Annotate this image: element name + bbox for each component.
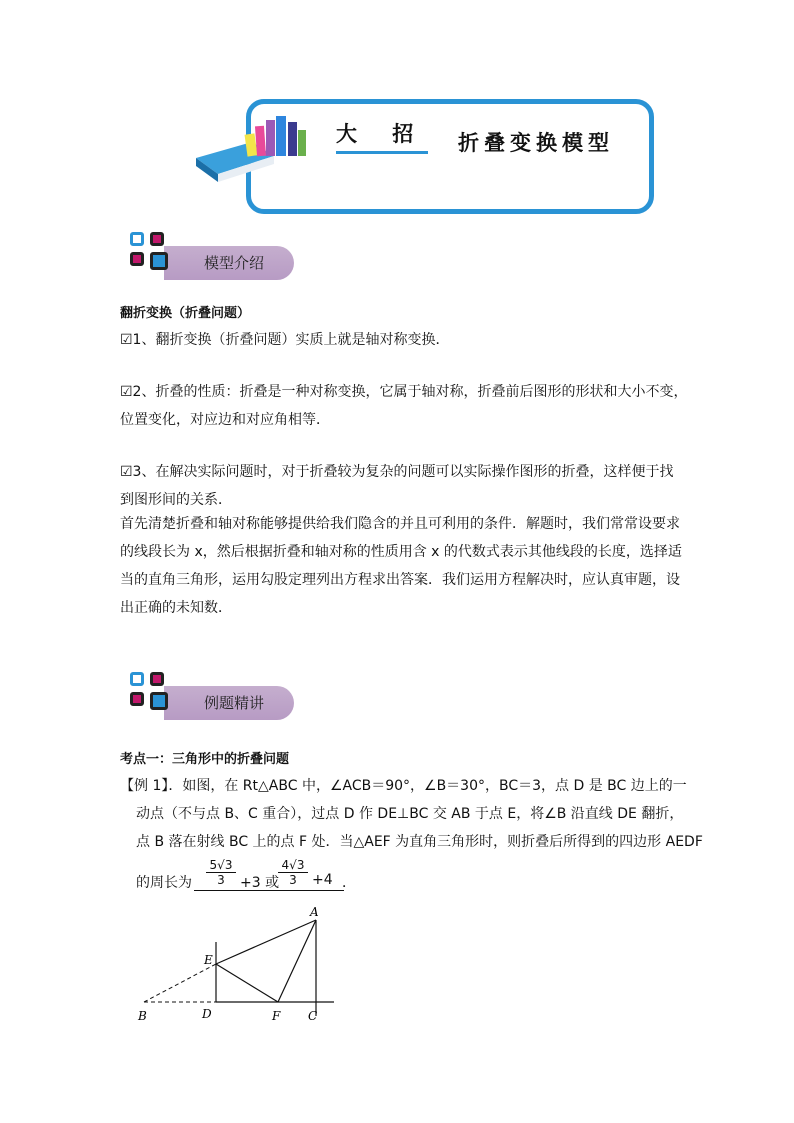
fraction-2-num: 4√3	[278, 858, 308, 873]
section-header-intro	[126, 228, 296, 284]
line-EA	[216, 920, 316, 964]
section-label: 例题精讲	[204, 694, 265, 712]
point-1: ☑1、翻折变换（折叠问题）实质上就是轴对称变换．	[120, 332, 450, 348]
answer-2-tail: +4	[312, 872, 333, 888]
blue-square-icon	[130, 672, 144, 686]
point-3: ☑3、在解决实际问题时，对于折叠较为复杂的问题可以实际操作图形的折叠，这样便于找	[120, 464, 674, 480]
dashed-BE	[144, 964, 216, 1002]
para-line: 首先清楚折叠和轴对称能够提供给我们隐含的并且可利用的条件．解题时，我们常常设要求	[120, 516, 680, 532]
answer-prefix: 的周长为	[136, 875, 192, 891]
magenta-square-icon	[130, 692, 144, 706]
line-EF	[216, 964, 278, 1002]
example-line: 动点（不与点 B、C 重合），过点 D 作 DE⊥BC 交 AB 于点 E，将∠B 沿直线 DE 翻折，	[136, 806, 684, 822]
blue-square-icon	[150, 252, 168, 270]
example-line: 【例 1】．如图，在 Rt△ABC 中，∠ACB＝90°，∠B＝30°，BC＝3，点 D 是 BC 边上的一	[120, 778, 687, 794]
example-line: 点 B 落在射线 BC 上的点 F 处．当△AEF 为直角三角形时，则折叠后所得到的四边形 AEDF	[136, 834, 703, 850]
answer-end: ．	[342, 875, 356, 891]
fraction-2-den: 3	[289, 873, 297, 887]
label-D: D	[202, 1007, 212, 1021]
section2-heading: 考点一：三角形中的折叠问题	[120, 752, 290, 767]
banner	[0, 0, 794, 220]
point-2: ☑2、折叠的性质：折叠是一种对称变换，它属于轴对称，折叠前后图形的形状和大小不变，	[120, 384, 688, 400]
label-E: E	[204, 953, 213, 967]
label-A: A	[310, 905, 319, 919]
para-line: 的线段长为 x，然后根据折叠和轴对称的性质用含 x 的代数式表示其他线段的长度，选择适	[120, 544, 682, 560]
line-AF	[278, 920, 316, 1002]
magenta-square-icon	[150, 672, 164, 686]
para-line: 出正确的未知数．	[120, 600, 232, 616]
magenta-square-icon	[150, 232, 164, 246]
banner-underline	[336, 151, 428, 154]
triangle-figure	[130, 900, 350, 1030]
fraction-2	[278, 858, 308, 887]
label-F: F	[272, 1009, 281, 1023]
label-C: C	[308, 1009, 318, 1023]
blue-square-icon	[150, 692, 168, 710]
fraction-1-den: 3	[217, 873, 225, 887]
label-B: B	[138, 1009, 147, 1023]
fraction-1	[206, 858, 236, 887]
banner-left-title: 大 招	[336, 121, 428, 146]
blue-square-icon	[130, 232, 144, 246]
fraction-1-num: 5√3	[206, 858, 236, 873]
magenta-square-icon	[130, 252, 144, 266]
books-icon	[192, 108, 312, 188]
banner-right-title: 折叠变换模型	[458, 130, 614, 155]
answer-line	[136, 858, 436, 898]
section1-heading: 翻折变换（折叠问题）	[120, 306, 251, 321]
point-2-cont: 位置变化，对应边和对应角相等．	[120, 412, 330, 428]
point-3-cont: 到图形间的关系．	[120, 492, 232, 508]
answer-1-tail: +3 或	[240, 875, 280, 891]
section-header-examples	[126, 668, 296, 724]
para-line: 当的直角三角形，运用勾股定理列出方程求出答案．我们运用方程解决时，应认真审题，设	[120, 572, 680, 588]
section-label: 模型介绍	[204, 254, 265, 272]
